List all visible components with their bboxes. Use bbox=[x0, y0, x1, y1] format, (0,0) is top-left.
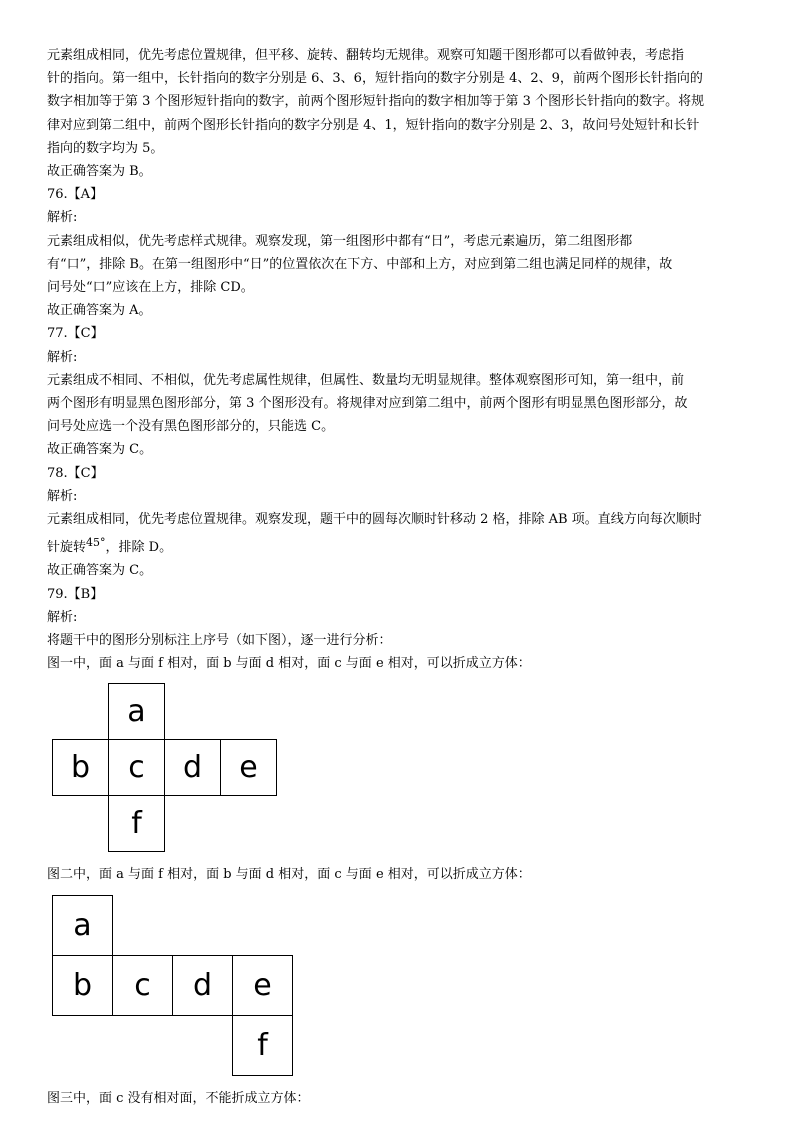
text-line: 问号处应选一个没有黑色图形部分的，只能选 C。 bbox=[47, 419, 335, 435]
text-line: 元素组成相同，优先考虑位置规律。观察发现，题干中的圆每次顺时针移动 2 格，排除 AB 项。直线方向每次顺时 bbox=[47, 512, 702, 528]
text-line: 问号处“口”应该在上方，排除 CD。 bbox=[47, 280, 254, 296]
net-face: b bbox=[52, 955, 113, 1016]
text-line bbox=[47, 531, 759, 559]
answer-line: 故正确答案为 C。 bbox=[47, 563, 153, 579]
q78-section bbox=[47, 462, 759, 583]
answer-line: 故正确答案为 B。 bbox=[47, 164, 152, 180]
net-face: b bbox=[52, 739, 109, 796]
question-header: 78.【C】 bbox=[47, 465, 104, 481]
net-face: c bbox=[108, 739, 165, 796]
text-fragment: ，排除 D。 bbox=[105, 540, 173, 556]
text-line: 元素组成相似，优先考虑样式规律。观察发现，第一组图形中都有“日”，考虑元素遍历，第二组图形都 bbox=[47, 233, 633, 249]
net-face: e bbox=[220, 739, 277, 796]
text-line: 两个图形有明显黑色图形部分，第 3 个图形没有。将规律对应到第二组中，前两个图形有明显黑色图形部分，故 bbox=[47, 396, 688, 412]
net-face: a bbox=[108, 683, 165, 740]
text-line: 指向的数字均为 5。 bbox=[47, 140, 164, 156]
question-header: 76.【A】 bbox=[47, 187, 104, 203]
q76-section bbox=[47, 183, 759, 322]
cube-net-figure-1 bbox=[52, 683, 278, 853]
cube-net-figure-2 bbox=[52, 895, 294, 1077]
q77-section bbox=[47, 322, 759, 461]
net-face: d bbox=[172, 955, 233, 1016]
question-header: 79.【B】 bbox=[47, 586, 104, 602]
answer-line: 故正确答案为 A。 bbox=[47, 303, 152, 319]
q79-section bbox=[47, 583, 759, 1110]
analysis-label: 解析: bbox=[47, 349, 78, 365]
net-face: f bbox=[108, 795, 165, 852]
net-face: c bbox=[112, 955, 173, 1016]
net-face: a bbox=[52, 895, 113, 956]
question-header: 77.【C】 bbox=[47, 326, 104, 342]
net-face: e bbox=[232, 955, 293, 1016]
text-line: 有“口”，排除 B。在第一组图形中“日”的位置依次在下方、中部和上方，对应到第二组也满足同样的规律，故 bbox=[47, 256, 673, 272]
document-page bbox=[47, 44, 759, 1110]
text-line: 律对应到第二组中，前两个图形长针指向的数字分别是 4、1，短针指向的数字分别是 2、3，故问号处短针和长针 bbox=[47, 117, 700, 133]
analysis-label: 解析: bbox=[47, 210, 78, 226]
net-face: f bbox=[232, 1015, 293, 1076]
text-fragment: 针旋转 bbox=[47, 540, 87, 556]
figure-caption: 图一中，面 a 与面 f 相对，面 b 与面 d 相对，面 c 与面 e 相对，可以折成立方体： bbox=[47, 656, 531, 672]
text-line: 将题干中的图形分别标注上序号（如下图），逐一进行分析： bbox=[47, 633, 392, 649]
figure-caption: 图二中，面 a 与面 f 相对，面 b 与面 d 相对，面 c 与面 e 相对，可以折成立方体： bbox=[47, 867, 531, 883]
angle-value: 45° bbox=[86, 536, 106, 550]
text-line: 针的指向。第一组中，长针指向的数字分别是 6、3、6，短针指向的数字分别是 4、2、9，前两个图形长针指向的 bbox=[47, 71, 703, 87]
figure-caption: 图三中，面 c 没有相对面，不能折成立方体： bbox=[47, 1090, 310, 1106]
net-face: d bbox=[164, 739, 221, 796]
text-line: 元素组成不相同、不相似，优先考虑属性规律，但属性、数量均无明显规律。整体观察图形可知，第一组中，前 bbox=[47, 372, 685, 388]
text-line: 元素组成相同，优先考虑位置规律，但平移、旋转、翻转均无规律。观察可知题干图形都可以看做钟表，考虑指 bbox=[47, 48, 685, 63]
analysis-label: 解析: bbox=[47, 609, 78, 625]
analysis-label: 解析: bbox=[47, 488, 78, 504]
q75-explanation bbox=[47, 44, 759, 183]
text-line: 数字相加等于第 3 个图形短针指向的数字，前两个图形短针指向的数字相加等于第 3 个图形长针指向的数字。将规 bbox=[47, 94, 705, 110]
answer-line: 故正确答案为 C。 bbox=[47, 442, 153, 458]
